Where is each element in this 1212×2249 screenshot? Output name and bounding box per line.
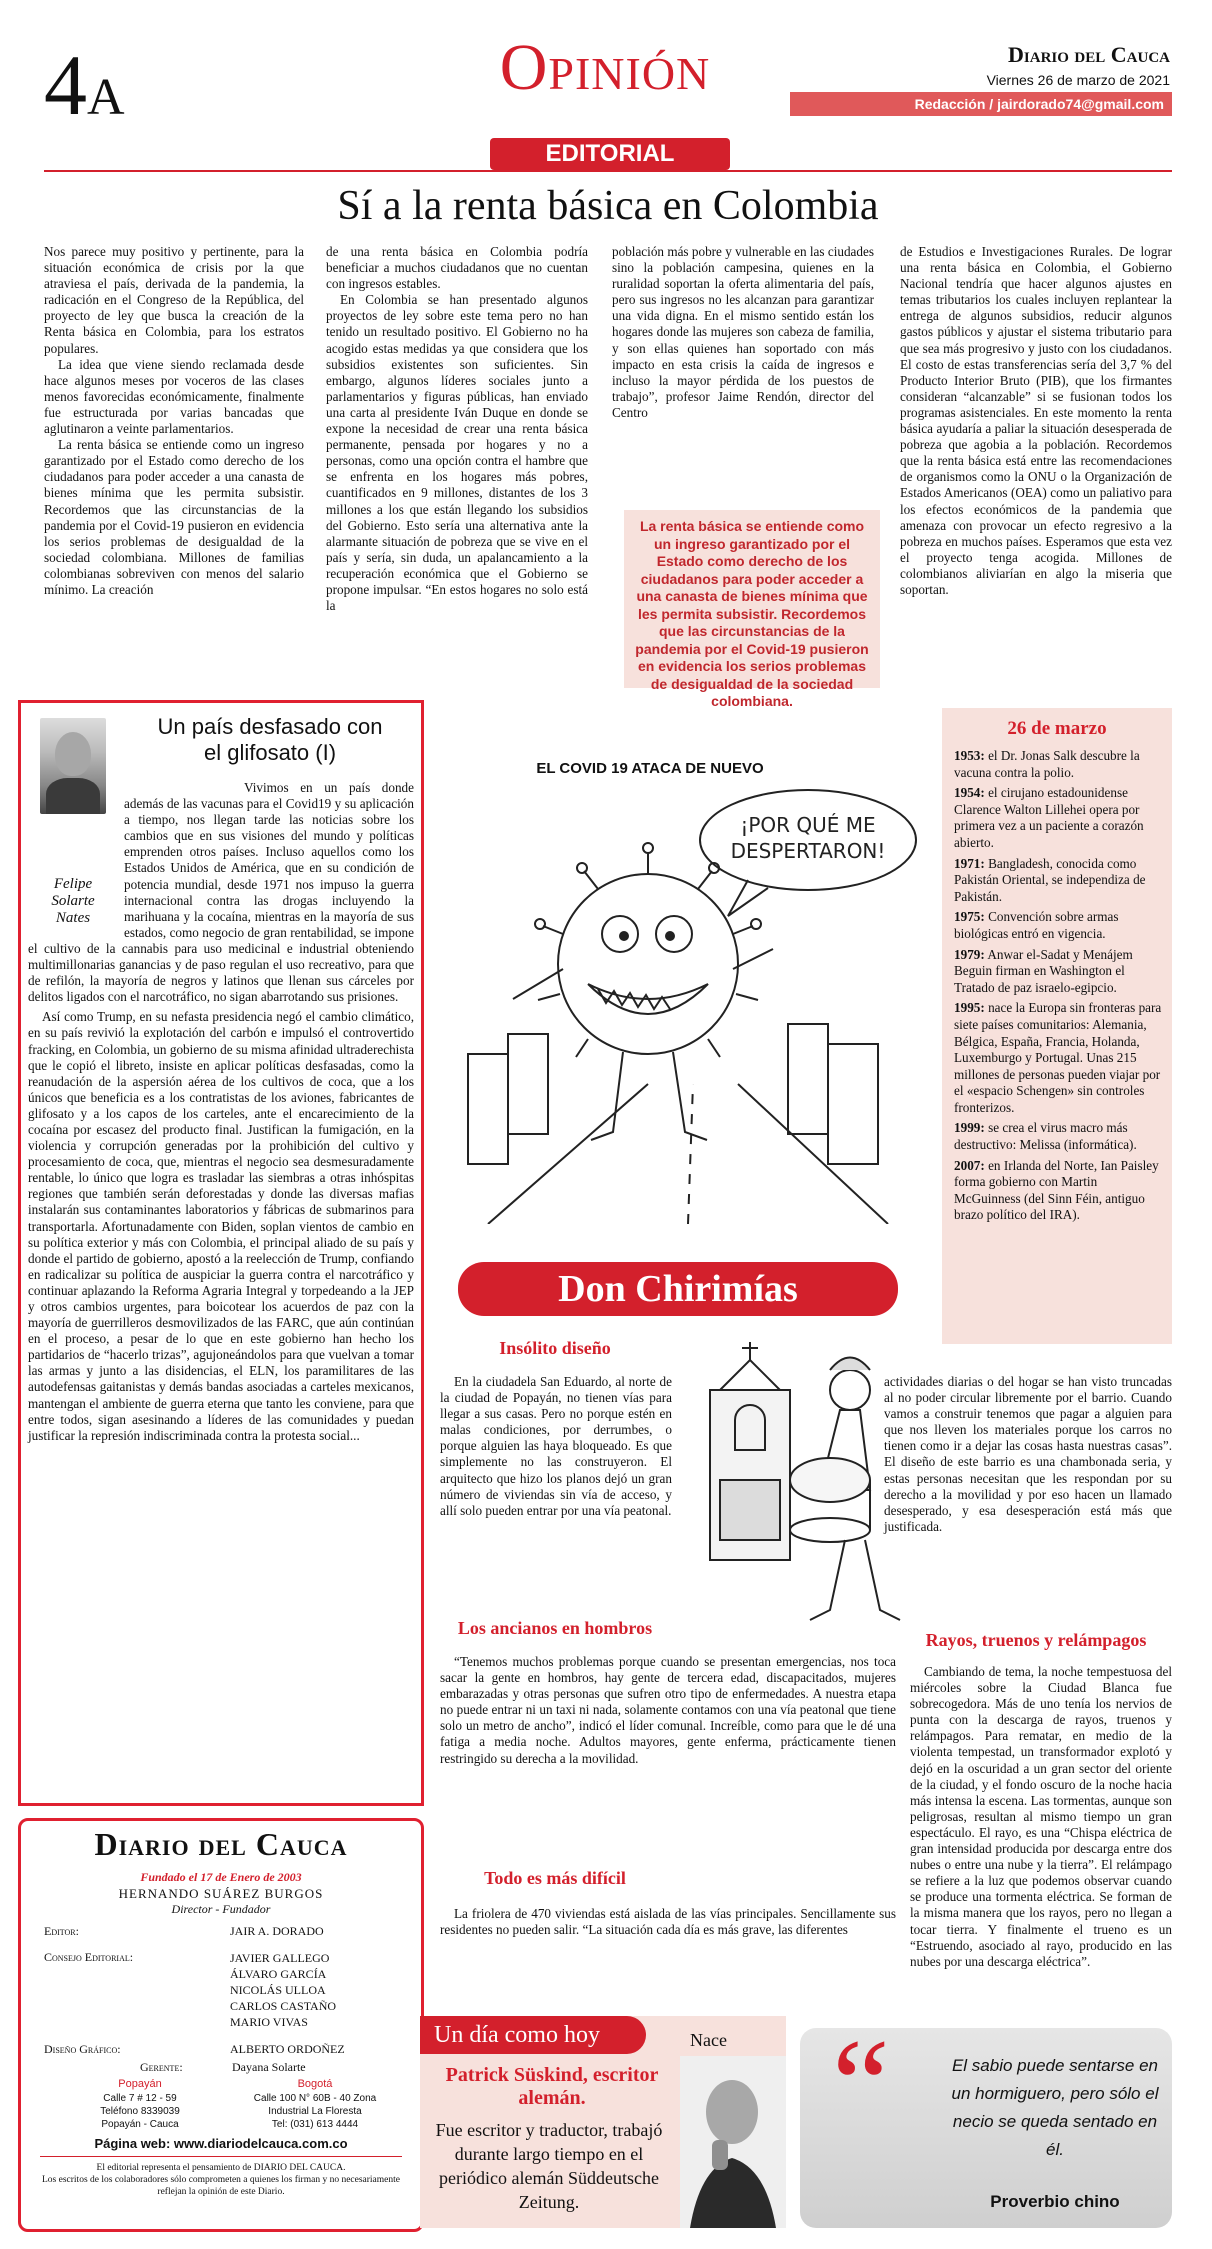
office-line: Calle 100 N° 60B - 40 Zona xyxy=(253,2093,377,2104)
don-p: actividades diarias o del hogar se han visto truncadas al no poder circular libremente por el barrio. Cuando vamos a construir tenemos que pagar a alguien para que nos lleven los materiales porque los carros no tienen como ir a dejar las cosas hasta nuestras casas”. El diseño de este barrio es una chambonada seria, y estas personas necesitan que les respondan por su derecho a la movilidad y por eso hacen un llamado desesperado, y esa desesperación está más que justificada. xyxy=(884,1374,1172,1534)
don-p: Cambiando de tema, la noche tempestuosa del miércoles sobre la Ciudad Blanca fue sobrecogedora. Más de uno tenía los nervios de punta con la descarga de rayos, truenos y relámpagos. Para rematar, en medio de la violenta tempestad, un transformador explotó y dejó en la oscuridad a un gran sector del oriente de la ciudad, y el fondo oscuro de la noche hacia más intensa la escena. Las tormentas, aunque son peligrosas, resultan al mismo tiempo un gran espectáculo. El rayo, es una “Chispa eléctrica de gran intensidad producida por descarga entre dos nubes o entre una nube y la tierra”. El relámpago se refiere a la luz que podemos observar cuando se produce una tormenta eléctrica. Se forman de la misma manera que los rayos, pero no llegan a tocar tierra. Y finalmente el trueno es un “Estruendo, asociado al rayo, producido en las nubes por una descarga eléctrica”. xyxy=(910,1664,1172,1969)
column-p: Así como Trump, en su nefasta presidencia negó el cambio climático, en su país revivió la explotación del carbón e impulsó el controvertido fracking, en Colombia, un gobierno de su misma afinidad ultraderechista que le copió el libreto, insiste en aplicar políticas desfasadas, como la reanudación de la aspersión aérea de los cultivos de coca, que a los únicos que beneficia es a los contratistas de los aviones, fabricantes de glifosato y a los capos de los carteles, ante el encarecimiento de la cocaína por escasez del producto final. Justifican la fumigación, en la violencia y corrupción generadas por la prohibición del cultivo y procesamiento de coca, que, mientras el negocio sea desmesuradamente rentable, lo único que logra es trasladar las siembras a otras inhóspitas regiones que también serán deforestadas y donde las diversas mafias instalarán sus contaminantes laboratorios y fábricas de submarinos para transportarla. Afortunadamente con Biden, soplan vientos de cambio en su política exterior y más con Colombia, el principal aliado de su país y donde el partido de gobierno, apostó a la reelección de Trump, confiando en radicalizar su política de auspiciar la guerra contra el narcotráfico y continuar aplazando la Reforma Agraria Integral y torpedeando a la JEP y otros cambios urgentes, para boicotear los acuerdos de paz con la mayoría de guerrilleros desmovilizados de las FARC, que aún continúan en el proceso, a pesar de lo que en este gobierno han hecho los partidarios de “hacerlo trizas”, agujoneándolos para que vuelvan a tomar las armas y junto a las disidencias, el ELN, los paramilitares de las autodefensas gaitanistas y demás bandas asociadas a carteles mexicanos, mantengan el ambiente de guerra eterna que tanto les conviene, para que entre todos, sigan asesinando a líderes de las comunidades y puedan justificar la represión indiscriminada contra la protesta social... xyxy=(28,1009,414,1443)
efemeride-item: 1953: el Dr. Jonas Salk descubre la vacuna contra la polio. xyxy=(954,748,1140,780)
staff-editor-label: Editor: xyxy=(44,1924,79,1938)
dia-title: Un día como hoy xyxy=(420,2016,646,2054)
don-chirimias-banner: Don Chirimías xyxy=(458,1262,898,1316)
staff-disclaimer xyxy=(34,2162,408,2198)
editorial-col-3 xyxy=(612,244,874,421)
don-heading-2: Los ancianos en hombros xyxy=(457,1618,653,1638)
column-p: Vivimos en un país donde además de las vacunas para el Covid19 y su aplicación a tiempo, nos llegan tarde las noticias sobre los cambios que en sus visiones del mundo y políticas emprenden otros países. Incluso aquellos como los Estados Unidos de América, que en su condición de potencia mundial, desde 1971 nos impuso la guerra internacional contra las drogas incluyendo la marihuana y la cocaína, mientras en la mayoría de sus estados, como negocio de gran rentabilidad, se impone el cultivo de la cannabis para uso medicinal e industrial obteniendo multimillonarias ganancias y de paso regulan el uso recreativo, para que de refilón, la mayoría de negros y latinos que llenan sus cárceles por delitos ligados con el narcotráfico, no sigan abarrotando sus prisiones. xyxy=(28,780,414,1005)
efemeride-item: 1979: Anwar el-Sadat y Menájem Beguin firman en Washington el Tratado de paz israelo-egipcio. xyxy=(954,946,1133,995)
pullquote-text: La renta básica se entiende como un ingreso garantizado por el Estado como derecho de los ciudadanos para poder acceder a una canasta de bienes mínima que les permita subsistir. Recordemos que las circunstancias de la pandemia por el Covid-19 pusieron en evidencia los serios problemas de desigualdad de la sociedad colombiana. xyxy=(635,518,869,709)
editorial-col-2 xyxy=(326,244,588,614)
staff-manager: Dayana Solarte xyxy=(232,2060,306,2074)
staff-design: ALBERTO ORDOÑEZ xyxy=(230,2042,345,2056)
editorial-badge: EDITORIAL xyxy=(490,138,730,170)
don-heading-3: Todo es más difícil xyxy=(484,1868,626,1888)
don-heading-4: Rayos, truenos y relámpagos xyxy=(925,1630,1147,1650)
office2-lines xyxy=(230,2092,400,2131)
speech-bubble-line1: ¡POR QUÉ ME xyxy=(740,813,876,837)
contact-bar[interactable]: Redacción / jairdorado74@gmail.com xyxy=(790,92,1172,116)
header-divider xyxy=(44,170,1172,172)
editorial-col-1 xyxy=(44,244,304,598)
section-title: Opinión xyxy=(499,31,711,104)
office-line: Tel: (031) 613 4444 xyxy=(271,2119,359,2130)
dia-text: Fue escritor y traductor, trabajó durante largo tiempo en el periódico alemán Süddeutsche Zeitung. xyxy=(435,2120,663,2212)
don-p4 xyxy=(884,1374,1172,1535)
staff-founded: Fundado el 17 de Enero de 2003 xyxy=(140,1870,302,1884)
don-p: En la ciudadela San Eduardo, al norte de la ciudad de Popayán, no tienen vías para llegar a sus casas. Pero no porque estén en malas condiciones, por derrumbes, o porque alguien las haya bloqueado. Es que simplemente no las construyeron. El arquitecto que hizo los planos dejó un gran número de viviendas sin vía de acceso, y allí solo pueden entrar por una vía peatonal. xyxy=(440,1374,672,1518)
don-heading-1: Insólito diseño xyxy=(499,1338,611,1358)
office1-lines xyxy=(60,2092,220,2131)
cartoon-title: EL COVID 19 ATACA DE NUEVO xyxy=(536,760,764,777)
speech-bubble-line2: DESPERTARON! xyxy=(730,839,886,863)
staff-divider xyxy=(40,2156,402,2157)
dia-tag: Nace xyxy=(690,2030,727,2050)
council-member: MARIO VIVAS xyxy=(230,2015,308,2029)
staff-design-label: Diseño Gráfico: xyxy=(44,2042,121,2056)
page-letter: A xyxy=(87,69,125,126)
dia-name: Patrick Süskind, escritor alemán. xyxy=(445,2064,659,2109)
suskind-portrait xyxy=(680,2056,786,2228)
author-name: Felipe Solarte Nates xyxy=(51,876,95,926)
cartoon-illustration xyxy=(448,784,928,1224)
efemeride-item: 1999: se crea el virus macro más destructivo: Melissa (informática). xyxy=(954,1120,1137,1153)
council-member: CARLOS CASTAÑO xyxy=(230,1999,337,2013)
quote-mark-icon: “ xyxy=(832,2013,890,2157)
efemerides-list xyxy=(954,748,1164,1228)
don-p: “Tenemos muchos problemas porque cuando se presentan emergencias, nos toca sacar la gente en hombros, hay gente de tercera edad, discapacitados, mujeres embarazadas y otras personas que sufren otro tipo de enfermedades. A nuestra etapa no puede entrar ni un taxi ni nada, solamente contamos con una vía peatonal que tiene solo un metro de ancho”, indicó el líder comunal. Increíble, como para que le dé una fatiga a media noche. Adultos mayores, gente enferma, prácticamente tienen restringido su derecha a la movilidad. xyxy=(440,1654,896,1766)
don-p2 xyxy=(440,1654,896,1767)
efemeride-item: 1954: el cirujano estadounidense Clarence Walton Lillehei opera por primera vez a un paciente a corazón abierto. xyxy=(954,785,1144,850)
staff-manager-label: Gerente: xyxy=(140,2060,183,2074)
office1-city: Popayán xyxy=(118,2078,162,2090)
editorial-p: En Colombia se han presentado algunos proyectos de ley sobre este tema pero no han tenido un resultado positivo. El Gobierno no ha acogido estas medidas ya que considera que los subsidios existentes son suficientes. Sin embargo, algunos líderes sociales junto a parlamentarios y figuras públicas, han enviado una carta al presidente Iván Duque en donde se expone la necesidad de crear una renta básica permanente, pensada por hogares y no a personas, como una opción contra el hambre que se enfrenta en los hogares más pobres, cuantificados en 9 millones, distantes de los 3 millones a los que están llegando los subsidios del Gobierno. Esto sería una alternativa ante la alarmante situación de pobreza que se vive en el país y sería, sin duda, un apalancamiento a la recuperación económica que el Gobierno se propone impulsar. “En estos hogares no solo está la xyxy=(326,292,588,614)
office-line: Industrial La Floresta xyxy=(268,2106,362,2117)
efemeride-item: 1995: nace la Europa sin fronteras para siete países comunitarios: Alemania, Bélgica, España, Francia, Holanda, Luxemburgo y Portugal. Unas 215 millones de personas pueden viajar por el «espacio Schengen» sin controles fronterizos. xyxy=(954,1000,1162,1115)
editorial-p: población más pobre y vulnerable en las ciudades sino la población campesina, quienes en la ruralidad soportan la oferta alimentaria del país, pero sus ingresos no les alcanzan para garantizar una vida digna. En el mismo sentido están los hogares donde las mujeres son cabeza de familia, y son ellas quienes han soportado con más impacto en esta crisis la caída de ingresos e incluso la mayor pérdida de los puestos de trabajo”, profesor Jaime Rendón, director del Centro xyxy=(612,244,874,420)
office-line: Teléfono 8339039 xyxy=(100,2106,180,2117)
staff-web[interactable]: Página web: www.diariodelcauca.com.co xyxy=(94,2136,348,2151)
editorial-headline: Sí a la renta básica en Colombia xyxy=(337,183,879,229)
editorial-col-4 xyxy=(900,244,1172,598)
staff-council xyxy=(230,1950,336,2030)
editorial-p: Nos parece muy positivo y pertinente, para la situación económica de crisis por la que atraviesa el país, derivada de la pandemia, la radicación en el Congreso de la República, del proyecto de ley que busca la creación de la Renta básica en Colombia, para los estratos populares. xyxy=(44,244,304,356)
efemeride-item: 1971: Bangladesh, conocida como Pakistán Oriental, se independiza de Pakistán. xyxy=(954,855,1146,904)
staff-founder-role: Director - Fundador xyxy=(171,1902,271,1916)
date-line: Viernes 26 de marzo de 2021 xyxy=(986,72,1170,88)
brand-logo: Diario del Cauca xyxy=(1008,42,1170,67)
column-body-1 xyxy=(28,780,414,1444)
council-member: JAVIER GALLEGO xyxy=(230,1951,330,1965)
editorial-p: La renta básica se entiende como un ingreso garantizado por el Estado como derecho de los ciudadanos para poder acceder a una canasta de bienes mínima que les permita subsistir. Recordemos que las circunstancias de la pandemia por el Covid-19 pusieron en evidencia los serios problemas de desigualdad de la sociedad colombiana. Millones de familias colombianas sobreviven con menos del salario mínimo. La creación xyxy=(44,437,304,597)
editorial-pullquote xyxy=(624,510,880,709)
staff-council-label: Consejo Editorial: xyxy=(44,1950,134,1964)
drummer-illustration xyxy=(680,1330,910,1630)
page-number: 4A xyxy=(44,37,125,133)
editorial-p: de una renta básica en Colombia podría beneficiar a muchos ciudadanos que no cuentan con ingresos estables. xyxy=(326,244,588,292)
efemeride-item: 2007: en Irlanda del Norte, Ian Paisley forma gobierno con Martin McGuinness (del Sinn Féin, antiguo brazo político del IRA). xyxy=(954,1157,1159,1223)
office2-city: Bogotá xyxy=(297,2078,333,2090)
efemeride-item: 1975: Convención sobre armas biológicas entró en vigencia. xyxy=(954,909,1119,941)
staff-logo: Diario del Cauca xyxy=(94,1826,348,1862)
disclaimer-line: Los escritos de los colaboradores sólo comprometen a quienes los firman y no necesariamente reflejan la opinión de este Diario. xyxy=(42,2175,400,2197)
quote-text: El sabio puede sentarse en un hormiguero, pero sólo el necio se queda sentado en él. xyxy=(951,2056,1159,2159)
staff-editor: JAIR A. DORADO xyxy=(230,1924,324,1938)
don-p5 xyxy=(910,1664,1172,1970)
quote-source: Proverbio chino xyxy=(990,2192,1120,2211)
council-member: NICOLÁS ULLOA xyxy=(230,1983,326,1997)
don-p: La friolera de 470 viviendas está aislada de las vías principales. Sencillamente sus residentes no pueden salir. “La situación cada día es más grave, las diferentes xyxy=(440,1906,896,1938)
office-line: Calle 7 # 12 - 59 xyxy=(103,2093,177,2104)
council-member: ÁLVARO GARCÍA xyxy=(230,1967,327,1981)
efemerides-title: 26 de marzo xyxy=(1007,718,1107,739)
staff-founder: HERNANDO SUÁREZ BURGOS xyxy=(118,1886,324,1901)
editorial-p: La idea que viene siendo reclamada desde hace algunos meses por voceros de las clases menos favorecidas económicamente, finalmente fue estructurada por varias bancadas que aglutinaron a veinte parlamentarios. xyxy=(44,356,304,437)
don-p1 xyxy=(440,1374,672,1519)
editorial-p: de Estudios e Investigaciones Rurales. De lograr una renta básica en Colombia, el Gobierno Nacional tendría que hacer algunos ajustes en temas tributarios los cuales incluyen replantear la entrega de algunos subsidios, reducir algunos gastos públicos y ajustar el sistema tributario para que sea más progresivo y justo con los ciudadanos. El costo de estas transferencias sería del 3,7 % del Producto Interior Bruto (PIB), que los firmantes consideran “alcanzable” si se fusionan todos los programas asistenciales. En este momento la renta básica ayudaría a paliar la situación desesperada de pobreza que agobia a la población. Recordemos que la renta básica está entre las recomendaciones de organismos como la ONU o la Organización de Estados Americanos (OEA) como un paliativo para los efectos económicos de la pandemia que amenaza con provocar un efecto regresivo a la pobreza en muchos países. Esperamos que esta vez el proyecto tenga acogida. Millones de colombianos aliviarían en algo la miseria que soportan. xyxy=(900,244,1172,597)
office-line: Popayán - Cauca xyxy=(101,2119,179,2130)
disclaimer-line: El editorial representa el pensamiento de DIARIO DEL CAUCA. xyxy=(96,2163,346,2173)
don-p3 xyxy=(440,1906,896,1938)
column-title: Un país desfasado con el glifosato (I) xyxy=(157,714,383,765)
